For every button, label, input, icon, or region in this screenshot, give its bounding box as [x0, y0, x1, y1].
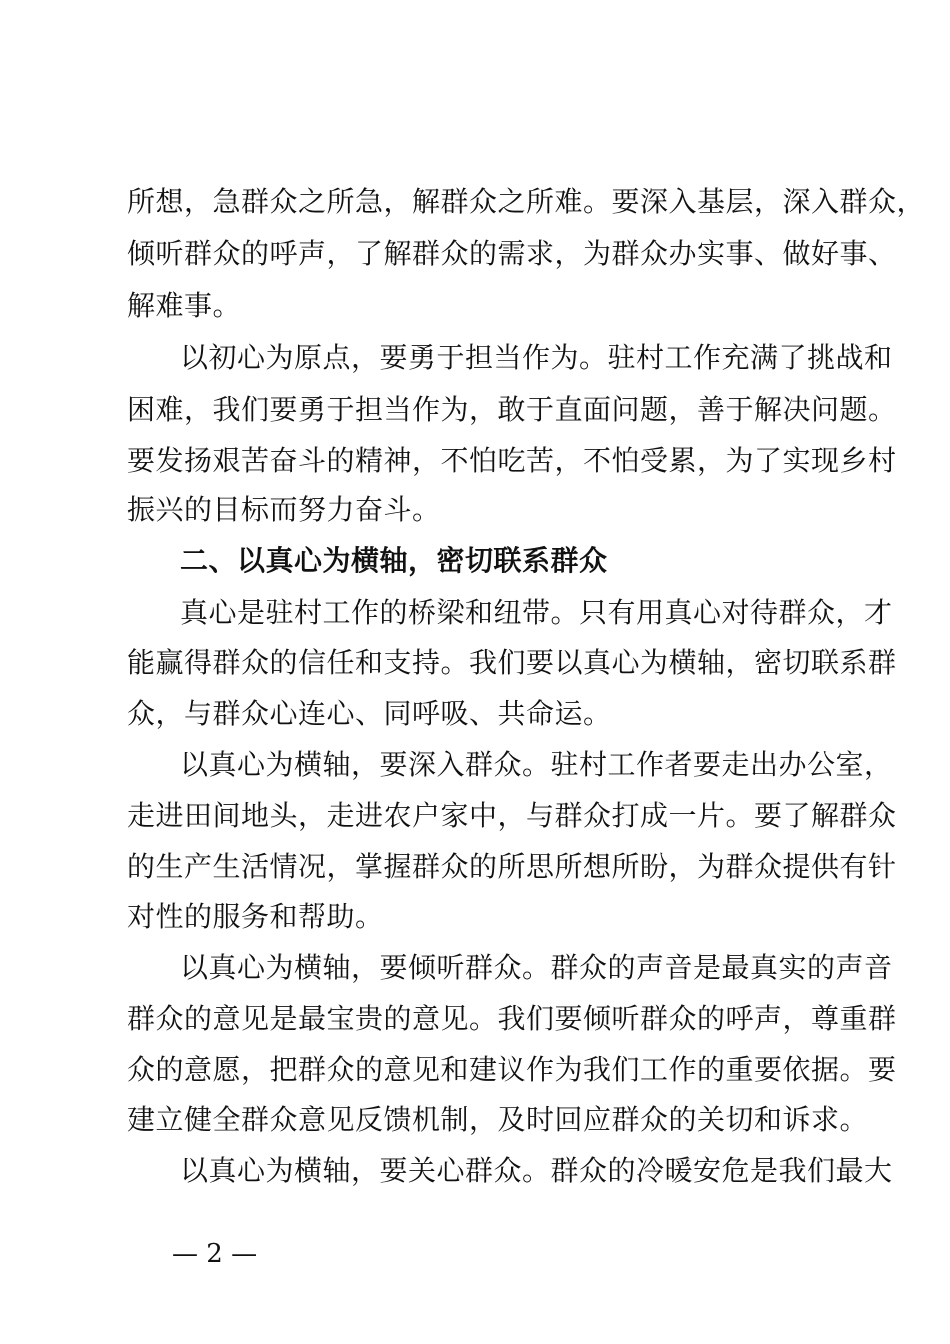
text-line: 振兴的目标而努力奋斗。 [127, 493, 441, 526]
text-line: 群众的意见是最宝贵的意见。我们要倾听群众的呼声，尊重群 [127, 1002, 897, 1035]
page-number: — 2 — [172, 1239, 258, 1269]
paragraph-first-line: 以真心为横轴，要倾听群众。群众的声音是最真实的声音 [180, 951, 893, 984]
paragraph-first-line: 以初心为原点，要勇于担当作为。驻村工作充满了挑战和 [180, 341, 893, 374]
text-line: 解难事。 [127, 289, 242, 322]
text-line: 众的意愿，把群众的意见和建议作为我们工作的重要依据。要 [127, 1053, 897, 1086]
text-line: 众，与群众心连心、同呼吸、共命运。 [127, 697, 612, 730]
text-line: 困难，我们要勇于担当作为，敢于直面问题，善于解决问题。 [127, 393, 897, 426]
section-heading: 二、以真心为横轴，密切联系群众 [180, 544, 608, 577]
text-line: 能赢得群众的信任和支持。我们要以真心为横轴，密切联系群 [127, 646, 897, 679]
text-line: 的生产生活情况，掌握群众的所思所想所盼，为群众提供有针 [127, 850, 897, 883]
paragraph-first-line: 以真心为横轴，要关心群众。群众的冷暖安危是我们最大 [180, 1154, 893, 1187]
text-line: 对性的服务和帮助。 [127, 900, 384, 933]
text-line: 倾听群众的呼声，了解群众的需求，为群众办实事、做好事、 [127, 237, 897, 270]
text-line: 建立健全群众意见反馈机制，及时回应群众的关切和诉求。 [127, 1103, 869, 1136]
paragraph-first-line: 以真心为横轴，要深入群众。驻村工作者要走出办公室， [180, 748, 893, 781]
text-line: 要发扬艰苦奋斗的精神，不怕吃苦，不怕受累，为了实现乡村 [127, 444, 897, 477]
text-line: 走进田间地头，走进农户家中，与群众打成一片。要了解群众 [127, 799, 897, 832]
text-line: 所想，急群众之所急，解群众之所难。要深入基层，深入群众， [127, 185, 926, 218]
paragraph-first-line: 真心是驻村工作的桥梁和纽带。只有用真心对待群众，才 [180, 596, 893, 629]
